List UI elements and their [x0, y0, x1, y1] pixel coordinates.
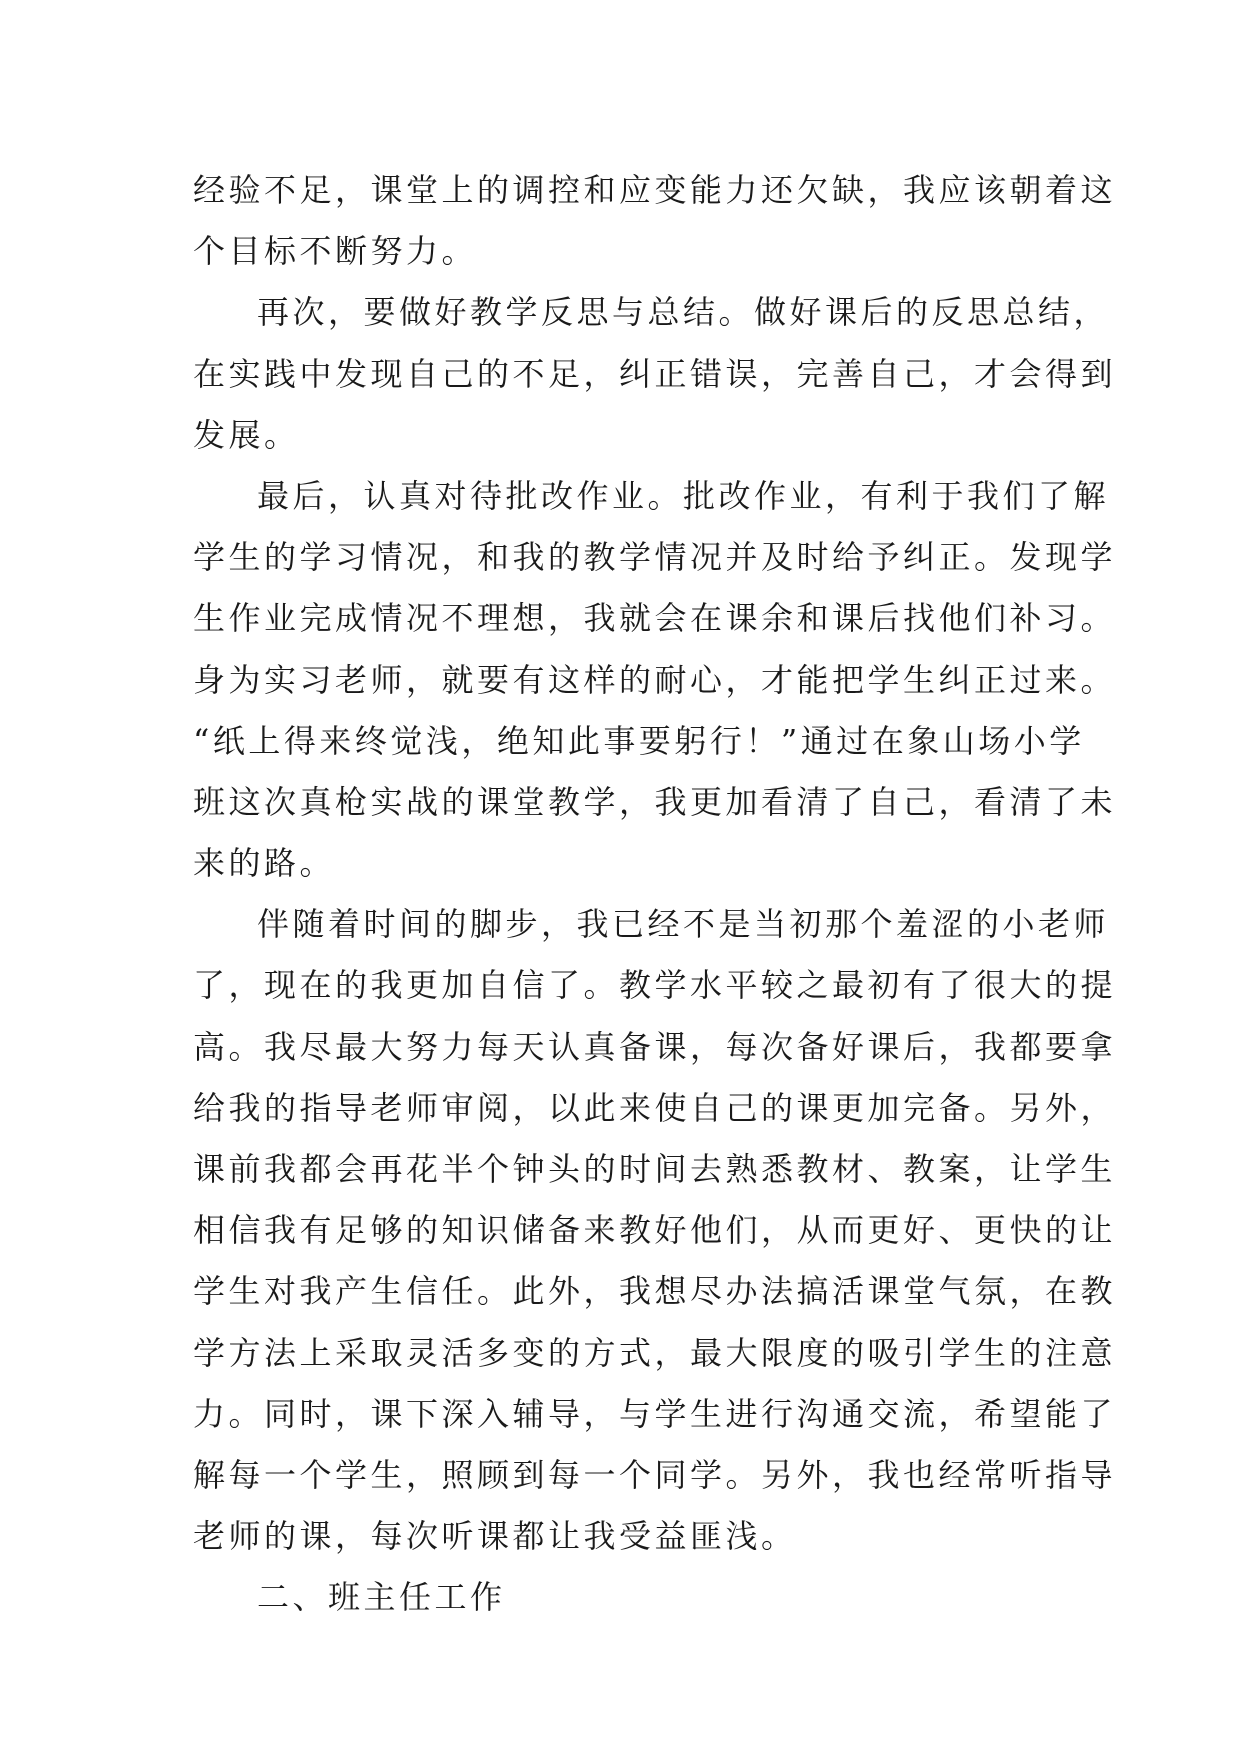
text-line: 学生对我产生信任。此外，我想尽办法搞活课堂气氛，在教: [193, 1272, 1117, 1311]
text-line: 学方法上采取灵活多变的方式，最大限度的吸引学生的注意: [193, 1333, 1117, 1372]
text-line: 发展。: [193, 415, 300, 454]
paragraph: [193, 282, 1117, 466]
paragraph: [193, 466, 1117, 894]
text-line: 给我的指导老师审阅，以此来使自己的课更加完备。另外，: [193, 1088, 1117, 1127]
text-line: 二、班主任工作: [257, 1578, 506, 1617]
text-line: 解每一个学生，照顾到每一个同学。另外，我也经常听指导: [193, 1455, 1117, 1494]
text-line: 在实践中发现自己的不足，纠正错误，完善自己，才会得到: [193, 354, 1117, 393]
text-line: 相信我有足够的知识储备来教好他们，从而更好、更快的让: [193, 1211, 1117, 1250]
text-line: 伴随着时间的脚步，我已经不是当初那个羞涩的小老师: [257, 905, 1110, 944]
text-line: 来的路。: [193, 844, 336, 883]
text-line: “纸上得来终觉浅，绝知此事要躬行！”通过在象山场小学: [193, 721, 1085, 760]
text-line: 班这次真枪实战的课堂教学，我更加看清了自己，看清了未: [193, 782, 1117, 821]
document-body: [193, 160, 1117, 1629]
paragraph: [193, 160, 1117, 282]
text-line: 课前我都会再花半个钟头的时间去熟悉教材、教案，让学生: [193, 1150, 1117, 1188]
text-line: 再次，要做好教学反思与总结。做好课后的反思总结，: [257, 293, 1110, 332]
text-line: 生作业完成情况不理想，我就会在课余和课后找他们补习。: [193, 599, 1117, 638]
text-line: 高。我尽最大努力每天认真备课，每次备好课后，我都要拿: [193, 1027, 1117, 1066]
text-line: 老师的课，每次听课都让我受益匪浅。: [193, 1517, 797, 1556]
text-line: 身为实习老师，就要有这样的耐心，才能把学生纠正过来。: [193, 660, 1117, 699]
paragraph: [193, 1567, 1073, 1628]
text-line: 学生的学习情况，和我的教学情况并及时给予纠正。发现学: [193, 538, 1117, 577]
paragraph: [193, 894, 1117, 1567]
text-line: 个目标不断努力。: [193, 232, 478, 271]
text-line: 最后，认真对待批改作业。批改作业，有利于我们了解: [257, 476, 1110, 515]
text-line: 经验不足，课堂上的调控和应变能力还欠缺，我应该朝着这: [193, 171, 1117, 209]
text-line: 力。同时，课下深入辅导，与学生进行沟通交流，希望能了: [193, 1394, 1117, 1433]
text-line: 了，现在的我更加自信了。教学水平较之最初有了很大的提: [193, 966, 1117, 1005]
